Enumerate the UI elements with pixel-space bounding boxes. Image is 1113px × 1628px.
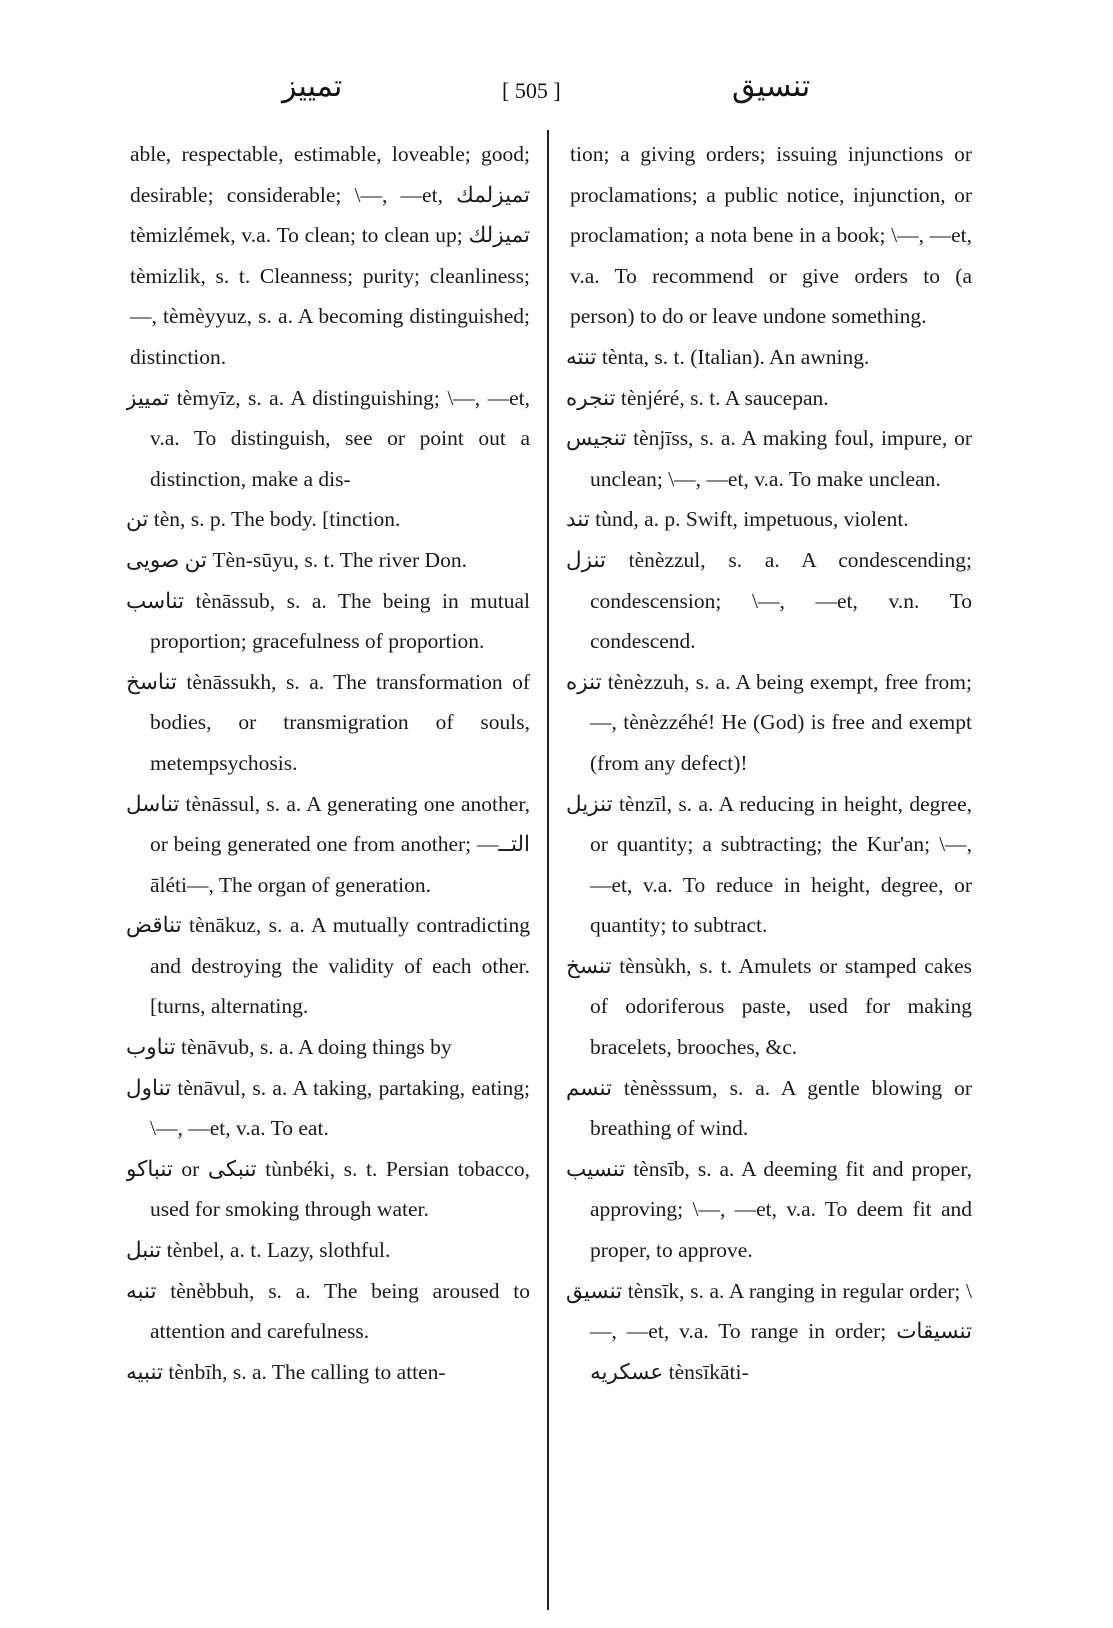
dictionary-entry: تنزيل tènzīl, s. a. A reducing in height, degree, or quantity; a subtracting; the Kur'an; \—, —et, v.a. To reduce in height, degree, or quantity; to subtract. xyxy=(566,791,972,938)
dictionary-entry: تنزل tènèzzul, s. a. A condescending; condescension; \—, —et, v.n. To condescend. xyxy=(566,547,972,654)
dictionary-entry: تنبيه tènbīh, s. a. The calling to atten- xyxy=(126,1359,446,1384)
right-running-headword: تنسيق xyxy=(732,70,811,103)
dictionary-entry: تنبه tènèbbuh, s. a. The being aroused to attention and carefulness. xyxy=(126,1278,530,1344)
dictionary-entry: تنباكو or تنبكى tùnbéki, s. t. Persian tobacco, used for smoking through water. xyxy=(126,1156,530,1222)
dictionary-entry: تنسيق tènsīk, s. a. A ranging in regular order; \—, —et, v.a. To range in order; تنسيقات عسكريه tènsīkāti- xyxy=(566,1278,972,1384)
dictionary-entry: تمييز tèmyīz, s. a. A distinguishing; \—, —et, v.a. To distinguish, see or point out a distinction, make a dis- xyxy=(126,385,530,491)
dictionary-entry: تناول tènāvul, s. a. A taking, partaking, eating; \—, —et, v.a. To eat. xyxy=(126,1075,530,1141)
dictionary-entry: تن صويى Tèn-sūyu, s. t. The river Don. xyxy=(126,547,467,572)
dictionary-entry: تناقض tènākuz, s. a. A mutually contradicting and destroying the validity of each other. [turns, alternating. xyxy=(126,913,530,1019)
left-column xyxy=(126,134,530,1604)
dictionary-entry: تنزه tènèzzuh, s. a. A being exempt, free from; —, tènèzzéhé! He (God) is free and exempt (from any defect)! xyxy=(566,669,972,775)
left-running-headword: تمييز xyxy=(282,70,343,103)
page-number: [ 505 ] xyxy=(502,78,561,103)
dictionary-entry: able, respectable, estimable, loveable; good; desirable; considerable; \—, —et, تميزلمك tèmizlémek, v.a. To clean; to clean up; تميزلك tèmizlik, s. t. Cleanness; purity; cleanliness; —, tèmèyyuz, s. a. A becoming distinguished; distinction. xyxy=(130,142,530,369)
column-divider xyxy=(547,130,549,1610)
dictionary-entry: تنبل tènbel, a. t. Lazy, slothful. xyxy=(126,1238,391,1263)
dictionary-entry: تنسم tènèsssum, s. a. A gentle blowing or breathing of wind. xyxy=(566,1075,972,1141)
dictionary-entry: تنجيس tènjīss, s. a. A making foul, impure, or unclean; \—, —et, v.a. To make unclean. xyxy=(566,426,972,491)
dictionary-entry: tion; a giving orders; issuing injunctions or proclamations; a public notice, injunction, or proclamation; a nota bene in a book; \—, —et, v.a. To recommend or give orders to (a person) to do or leave undone something. xyxy=(570,142,972,329)
dictionary-entry: تن tèn, s. p. The body. [tinction. xyxy=(126,507,401,532)
dictionary-entry: تناسل tènāssul, s. a. A generating one another, or being generated one from another; —التــ āléti—, The organ of generation. xyxy=(126,791,530,897)
page-header xyxy=(0,60,1113,110)
dictionary-entry: تنسيب tènsīb, s. a. A deeming fit and proper, approving; \—, —et, v.a. To deem fit and proper, to approve. xyxy=(566,1156,972,1263)
right-column xyxy=(566,134,972,1604)
dictionary-entry: تنجره tènjéré, s. t. A saucepan. xyxy=(566,385,829,410)
dictionary-entry: تنته tènta, s. t. (Italian). An awning. xyxy=(566,344,870,369)
dictionary-entry: تنسخ tènsùkh, s. t. Amulets or stamped cakes of odoriferous paste, used for making bracelets, brooches, &c. xyxy=(566,953,972,1060)
dictionary-entry: تناسب tènāssub, s. a. The being in mutual proportion; gracefulness of proportion. xyxy=(126,588,530,654)
dictionary-entry: تناسخ tènāssukh, s. a. The transformation of bodies, or transmigration of souls, metempsychosis. xyxy=(126,669,530,775)
dictionary-entry: تند tùnd, a. p. Swift, impetuous, violent. xyxy=(566,507,909,532)
dictionary-entry: تناوب tènāvub, s. a. A doing things by xyxy=(126,1035,452,1060)
